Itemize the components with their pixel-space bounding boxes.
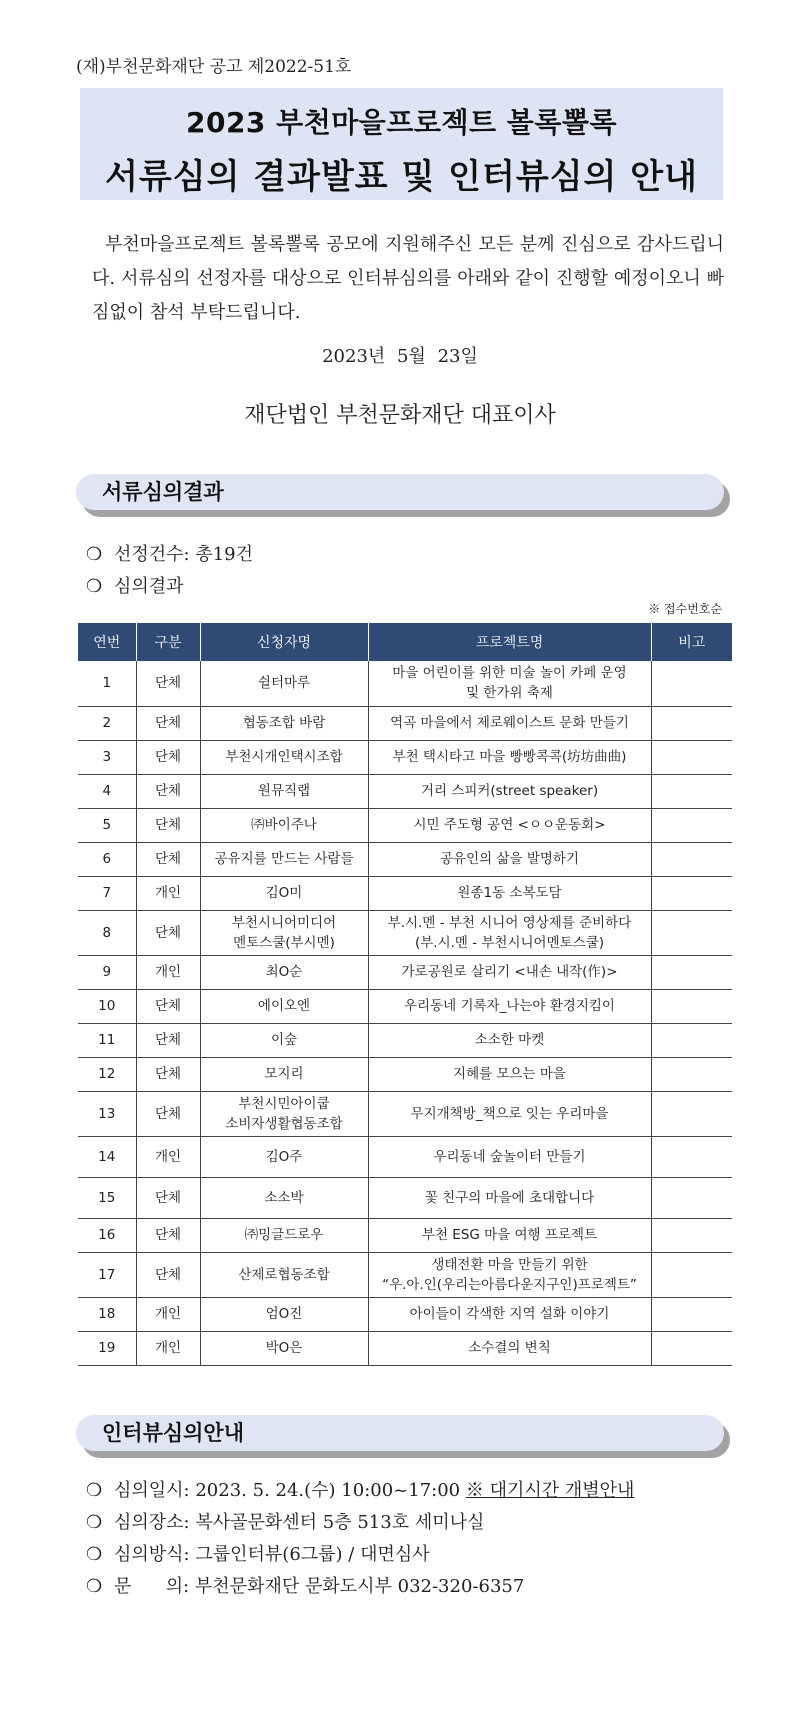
header-project: 프로젝트명	[368, 623, 651, 661]
results-table	[78, 623, 732, 1366]
table-row	[78, 706, 732, 740]
cell-project: 무지개책방_책으로 잇는 우리마을	[368, 1091, 651, 1136]
interview-info-label: 심의장소:	[114, 1512, 190, 1533]
cell-project: 부.시.멘 - 부천 시니어 영상제를 준비하다 (부.시.멘 - 부천시니어멘토스쿨)	[368, 910, 651, 955]
table-row	[78, 661, 732, 706]
cell-project: 우리동네 기록자_나는야 환경지킴이	[368, 989, 651, 1023]
issuer-name: 재단법인 부천문화재단 대표이사	[244, 403, 556, 428]
cell-project: 원종1동 소복도담	[368, 876, 651, 910]
cell-remark	[651, 661, 732, 706]
header-type: 구분	[136, 623, 200, 661]
cell-remark	[651, 774, 732, 808]
bullet-circle-icon: ❍	[86, 544, 103, 565]
cell-applicant: 이숲	[200, 1023, 368, 1057]
cell-remark	[651, 955, 732, 989]
table-row	[78, 740, 732, 774]
review-result-label: 심의결과	[114, 576, 184, 597]
cell-applicant: 최O순	[200, 955, 368, 989]
bullet-circle-icon: ❍	[86, 576, 103, 597]
table-row	[78, 808, 732, 842]
cell-number: 9	[78, 955, 136, 989]
cell-applicant: 소소박	[200, 1177, 368, 1218]
cell-remark	[651, 1252, 732, 1297]
cell-number: 2	[78, 706, 136, 740]
cell-remark	[651, 1057, 732, 1091]
cell-project: 우리동네 숲놀이터 만들기	[368, 1136, 651, 1177]
cell-type: 단체	[136, 740, 200, 774]
cell-number: 6	[78, 842, 136, 876]
waiting-time-note: ※ 대기시간 개별안내	[465, 1480, 635, 1501]
section-heading-label: 인터뷰심의안내	[76, 1415, 724, 1451]
section-heading-label: 서류심의결과	[76, 474, 724, 510]
table-row	[78, 1252, 732, 1297]
cell-project: 거리 스피커(street speaker)	[368, 774, 651, 808]
cell-remark	[651, 989, 732, 1023]
bullet-circle-icon: ❍	[86, 1576, 103, 1597]
cell-type: 단체	[136, 661, 200, 706]
cell-project: 마을 어린이를 위한 미술 놀이 카페 운영 및 한가위 축제	[368, 661, 651, 706]
intro-text: 부천마을프로젝트 볼록뽈록 공모에 지원해주신 모든 분께 진심으로 감사드립니다. 서류심의 선정자를 대상으로 인터뷰심의를 아래와 같이 진행할 예정이오니 빠짐없이 참석 부탁드립니다.	[92, 234, 724, 323]
cell-number: 11	[78, 1023, 136, 1057]
cell-type: 단체	[136, 842, 200, 876]
interview-info-label: 심의일시:	[114, 1480, 190, 1501]
cell-applicant: 김O주	[200, 1136, 368, 1177]
title-banner	[80, 88, 723, 200]
cell-remark	[651, 1091, 732, 1136]
title-line-2: 서류심의 결과발표 및 인터뷰심의 안내	[105, 157, 698, 197]
cell-type: 개인	[136, 876, 200, 910]
interview-info-label: 심의방식:	[114, 1544, 190, 1565]
cell-number: 17	[78, 1252, 136, 1297]
interview-info-value: 복사골문화센터 5층 513호 세미나실	[195, 1512, 485, 1533]
cell-type: 단체	[136, 1177, 200, 1218]
cell-number: 8	[78, 910, 136, 955]
table-header-row	[78, 623, 732, 661]
table-row	[78, 1023, 732, 1057]
interview-info-item	[86, 1476, 634, 1502]
cell-project: 가로공원로 살리기 <내손 내작(作)>	[368, 955, 651, 989]
cell-project: 시민 주도형 공연 <ㅇㅇ운동회>	[368, 808, 651, 842]
cell-applicant: 에이오엔	[200, 989, 368, 1023]
cell-applicant: 공유지를 만드는 사람들	[200, 842, 368, 876]
interview-info-value: 그룹인터뷰(6그룹) / 대면심사	[195, 1544, 430, 1565]
interview-info-value: 2023. 5. 24.(수) 10:00~17:00	[195, 1480, 461, 1501]
cell-type: 단체	[136, 989, 200, 1023]
cell-remark	[651, 1136, 732, 1177]
cell-type: 개인	[136, 955, 200, 989]
title-line-1: 2023 부천마을프로젝트 볼록뽈록	[185, 106, 617, 139]
header-applicant: 신청자명	[200, 623, 368, 661]
cell-number: 3	[78, 740, 136, 774]
cell-type: 단체	[136, 706, 200, 740]
cell-number: 5	[78, 808, 136, 842]
interview-info-value: 부천문화재단 문화도시부 032-320-6357	[194, 1576, 525, 1597]
cell-number: 14	[78, 1136, 136, 1177]
cell-number: 12	[78, 1057, 136, 1091]
table-row	[78, 1297, 732, 1331]
interview-info-item	[86, 1572, 524, 1598]
table-row	[78, 1057, 732, 1091]
cell-remark	[651, 876, 732, 910]
intro-paragraph	[92, 228, 724, 330]
cell-applicant: ㈜바이주나	[200, 808, 368, 842]
table-row	[78, 1218, 732, 1252]
interview-info-item	[86, 1540, 430, 1566]
cell-type: 개인	[136, 1331, 200, 1365]
section-heading-interview	[76, 1415, 724, 1451]
table-row	[78, 955, 732, 989]
cell-type: 단체	[136, 1091, 200, 1136]
cell-project: 소소한 마켓	[368, 1023, 651, 1057]
table-row	[78, 1091, 732, 1136]
selection-count: 선정건수: 총19건	[114, 544, 254, 565]
table-row	[78, 876, 732, 910]
cell-type: 개인	[136, 1136, 200, 1177]
cell-remark	[651, 740, 732, 774]
cell-remark	[651, 1331, 732, 1365]
cell-number: 7	[78, 876, 136, 910]
cell-applicant: 엄O진	[200, 1297, 368, 1331]
table-row	[78, 1331, 732, 1365]
cell-project: 부천 ESG 마을 여행 프로젝트	[368, 1218, 651, 1252]
cell-type: 개인	[136, 1297, 200, 1331]
table-row	[78, 1177, 732, 1218]
sort-note: ※ 접수번호순	[648, 602, 722, 616]
cell-remark	[651, 706, 732, 740]
bullet-circle-icon: ❍	[86, 1512, 103, 1533]
cell-applicant: 김O미	[200, 876, 368, 910]
interview-info-item	[86, 1508, 484, 1534]
cell-type: 단체	[136, 808, 200, 842]
cell-remark	[651, 910, 732, 955]
bullet-circle-icon: ❍	[86, 1480, 103, 1501]
cell-type: 단체	[136, 1252, 200, 1297]
table-row	[78, 774, 732, 808]
cell-number: 4	[78, 774, 136, 808]
cell-number: 19	[78, 1331, 136, 1365]
review-result-line	[86, 572, 184, 598]
cell-applicant: 협동조합 바람	[200, 706, 368, 740]
selection-count-line	[86, 540, 253, 566]
cell-applicant: 부천시개인택시조합	[200, 740, 368, 774]
cell-type: 단체	[136, 1023, 200, 1057]
cell-remark	[651, 1023, 732, 1057]
cell-remark	[651, 1297, 732, 1331]
cell-applicant: 쉴터마루	[200, 661, 368, 706]
cell-number: 16	[78, 1218, 136, 1252]
table-row	[78, 1136, 732, 1177]
cell-project: 역곡 마을에서 제로웨이스트 문화 만들기	[368, 706, 651, 740]
cell-applicant: 부천시민아이쿱 소비자생활협동조합	[200, 1091, 368, 1136]
table-row	[78, 842, 732, 876]
cell-type: 단체	[136, 910, 200, 955]
table-body	[78, 661, 732, 1365]
cell-applicant: 원뮤직랩	[200, 774, 368, 808]
header-number: 연번	[78, 623, 136, 661]
cell-project: 꽃 친구의 마을에 초대합니다	[368, 1177, 651, 1218]
cell-project: 공유인의 삶을 발명하기	[368, 842, 651, 876]
cell-project: 소수결의 변칙	[368, 1331, 651, 1365]
cell-project: 생태전환 마을 만들기 위한 “우.아.인(우리는아름다운지구인)프로젝트”	[368, 1252, 651, 1297]
cell-applicant: 산제로협동조합	[200, 1252, 368, 1297]
cell-number: 15	[78, 1177, 136, 1218]
bullet-circle-icon: ❍	[86, 1544, 103, 1565]
cell-remark	[651, 1218, 732, 1252]
cell-project: 부천 택시타고 마을 빵빵콕콕(坊坊曲曲)	[368, 740, 651, 774]
header-remark: 비고	[651, 623, 732, 661]
cell-type: 단체	[136, 774, 200, 808]
cell-type: 단체	[136, 1218, 200, 1252]
cell-remark	[651, 808, 732, 842]
cell-project: 아이들이 각색한 지역 설화 이야기	[368, 1297, 651, 1331]
cell-applicant: 모지리	[200, 1057, 368, 1091]
table-row	[78, 989, 732, 1023]
table-row	[78, 910, 732, 955]
cell-number: 18	[78, 1297, 136, 1331]
section-heading-document-review	[76, 474, 724, 510]
interview-info-label: 문 의:	[114, 1576, 190, 1597]
announcement-date: 2023년 5월 23일	[322, 346, 478, 367]
cell-number: 1	[78, 661, 136, 706]
cell-applicant: ㈜밍글드로우	[200, 1218, 368, 1252]
cell-project: 지혜를 모으는 마을	[368, 1057, 651, 1091]
cell-applicant: 부천시니어미디어 멘토스쿨(부시멘)	[200, 910, 368, 955]
cell-applicant: 박O은	[200, 1331, 368, 1365]
cell-number: 13	[78, 1091, 136, 1136]
cell-type: 단체	[136, 1057, 200, 1091]
cell-number: 10	[78, 989, 136, 1023]
notice-number: (재)부천문화재단 공고 제2022-51호	[76, 57, 352, 77]
cell-remark	[651, 1177, 732, 1218]
cell-remark	[651, 842, 732, 876]
